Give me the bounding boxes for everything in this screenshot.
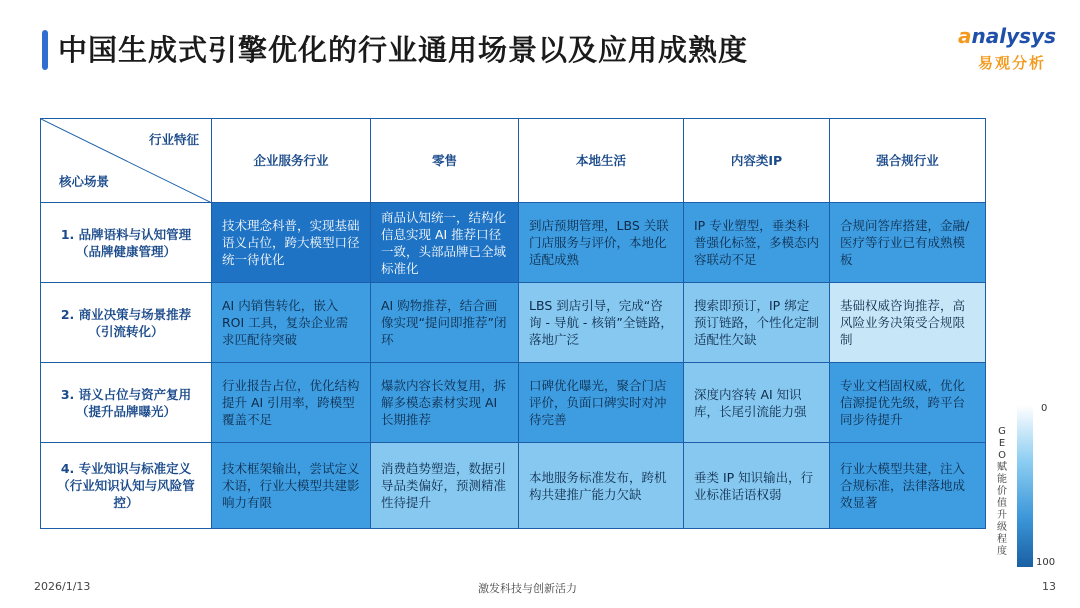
table-cell: 本地服务标准发布，跨机构共建推广能力欠缺 [519,443,684,529]
table-cell: IP 专业塑型，垂类科普强化标签，多模态内容联动不足 [684,203,830,283]
page-number: 13 [1042,580,1056,593]
column-header: 零售 [371,119,519,203]
page-title: 中国生成式引擎优化的行业通用场景以及应用成熟度 [58,33,749,67]
logo-letter-a: a [958,24,972,48]
table-cell: 深度内容转 AI 知识库，长尾引流能力强 [684,363,830,443]
table-cell: 商品认知统一，结构化信息实现 AI 推荐口径一致，头部品牌已全域标准化 [371,203,519,283]
analysys-logo [958,24,1056,48]
table-cell: 基础权威咨询推荐，高风险业务决策受合规限制 [830,283,986,363]
table-cell: 搜索即预订，IP 绑定预订链路，个性化定制适配性欠缺 [684,283,830,363]
row-header: 1. 品牌语料与认知管理（品牌健康管理） [41,203,212,283]
table-cell: 行业报告占位，优化结构提升 AI 引用率，跨模型覆盖不足 [212,363,371,443]
table-cell: 垂类 IP 知识输出，行业标准话语权弱 [684,443,830,529]
table-cell: 技术理念科普，实现基础语义占位，跨大模型口径统一待优化 [212,203,371,283]
row-header: 3. 语义占位与资产复用（提升品牌曝光） [41,363,212,443]
title-accent-bar [42,30,48,70]
table-cell: 技术框架输出，尝试定义术语，行业大模型共建影响力有限 [212,443,371,529]
corner-cell [41,119,212,203]
corner-scene-label: 核心场景 [59,174,110,189]
table-cell: AI 购物推荐，结合画像实现“提问即推荐”闭环 [371,283,519,363]
footer-date: 2026/1/13 [34,580,91,593]
legend-title: GEO赋能价值升级程度 [997,426,1007,557]
table-row [41,203,986,283]
table-row [41,363,986,443]
table-cell: AI 内销售转化，嵌入 ROI 工具，复杂企业需求匹配待突破 [212,283,371,363]
row-header: 2. 商业决策与场景推荐（引流转化） [41,283,212,363]
table-cell: 爆款内容长效复用，拆解多模态素材实现 AI 长期推荐 [371,363,519,443]
table-row [41,443,986,529]
footer-slogan: 激发科技与创新活力 [478,582,577,595]
logo-text-rest: nalysys [971,24,1056,48]
column-header: 企业服务行业 [212,119,371,203]
corner-feature-label: 行业特征 [148,132,199,147]
legend-min-label: 0 [1041,403,1048,414]
table-cell: LBS 到店引导，完成“咨询 - 导航 - 核销”全链路，落地广泛 [519,283,684,363]
table-cell: 口碑优化曝光，聚合门店评价，负面口碑实时对冲待完善 [519,363,684,443]
row-header: 4. 专业知识与标准定义（行业知识认知与风险管控） [41,443,212,529]
column-header: 强合规行业 [830,119,986,203]
column-header: 内容类IP [684,119,830,203]
table-cell: 行业大模型共建，注入合规标准，法律落地成效显著 [830,443,986,529]
column-header: 本地生活 [519,119,684,203]
table-row [41,283,986,363]
legend-max-label: 100 [1036,557,1056,568]
legend-color-scale [1017,405,1033,567]
table-cell: 专业文档固权威，优化信源提优先级，跨平台同步待提升 [830,363,986,443]
header-row [41,119,986,203]
table-cell: 合规问答库搭建，金融/医疗等行业已有成熟模板 [830,203,986,283]
table-cell: 到店预期管理，LBS 关联门店服务与评价，本地化适配成熟 [519,203,684,283]
logo-chinese-name: 易观分析 [978,54,1047,72]
table-cell: 消费趋势塑造，数据引导品类偏好，预测精准性待提升 [371,443,519,529]
scenario-maturity-table [40,118,986,529]
